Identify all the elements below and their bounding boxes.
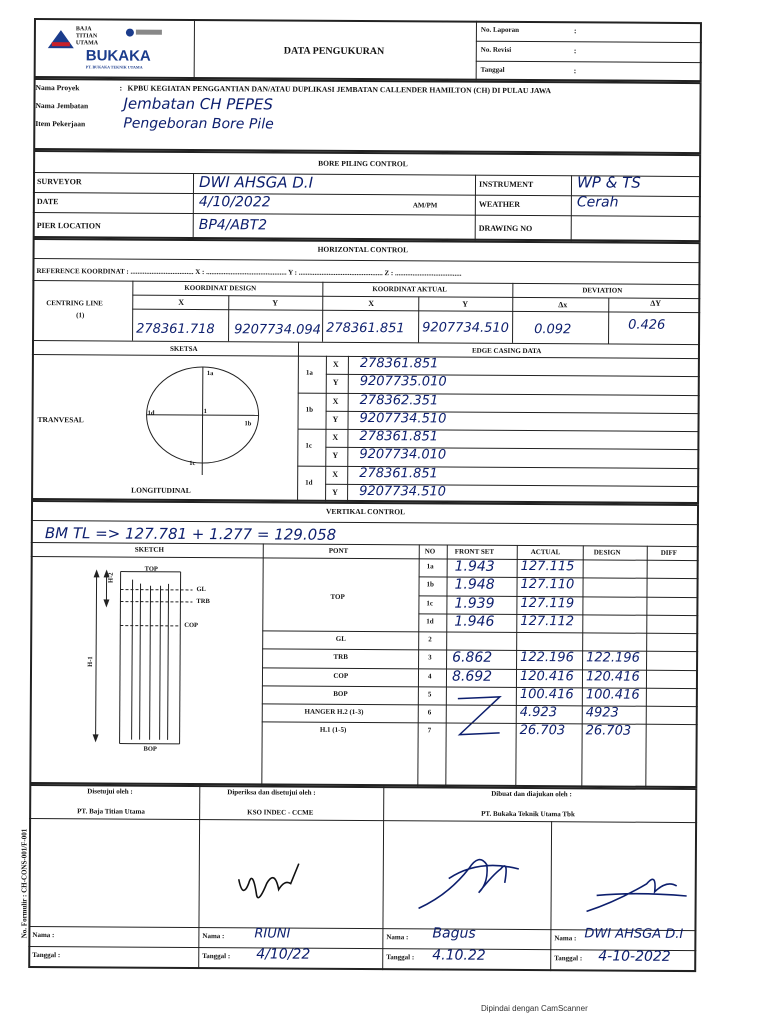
vertical-actual: 120.416 xyxy=(519,668,574,684)
diff-header: DIFF xyxy=(660,548,678,557)
nama-jembatan-label: Nama Jembatan xyxy=(35,101,89,111)
drawing-label: DRAWING NO xyxy=(478,223,533,234)
edge-casing-value: 278361.851 xyxy=(359,355,439,372)
aktual-x-value: 278361.851 xyxy=(326,320,405,337)
surveyor-label: SURVEYOR xyxy=(36,177,82,187)
edge-axis-label: X xyxy=(332,396,339,406)
vertical-row-no: 1b xyxy=(426,580,434,589)
scanner-footer: Dipindai dengan CamScanner xyxy=(481,1004,588,1013)
edge-point-label: 1c xyxy=(305,441,313,450)
weather-value: Cerah xyxy=(576,194,619,211)
vertical-row-no: 7 xyxy=(427,726,432,735)
vertical-front-set: 1.943 xyxy=(454,558,495,575)
horizontal-title: HORIZONTAL CONTROL xyxy=(317,244,409,255)
nama-jembatan-value: Jembatan CH PEPES xyxy=(123,94,273,114)
instrument-value: WP & TS xyxy=(576,173,641,192)
top-group-label: TOP xyxy=(330,592,345,601)
design-header: DESIGN xyxy=(593,548,621,557)
partner-logos-icon xyxy=(124,27,164,41)
edge-casing-value: 278361.851 xyxy=(359,465,438,481)
bore-piling-title: BORE PILING CONTROL xyxy=(318,158,408,169)
vertical-actual: 26.703 xyxy=(519,723,566,739)
reference-koordinat: REFERENCE KOORDINAT : .................................... X : .............................................. Y : ................................................ Z : ...................................... xyxy=(36,267,462,278)
vertical-front-set: 1.946 xyxy=(454,613,495,630)
baja-titian-logo-icon xyxy=(46,28,76,54)
bm-line: BM TL => 127.781 + 1.277 = 129.058 xyxy=(44,524,337,544)
signature-bukaka-1 xyxy=(409,838,529,919)
pt-baja-label: PT. Baja Titian Utama xyxy=(77,807,145,816)
col3a-tanggal-label: Tanggal : xyxy=(386,953,415,962)
pier-label: PIER LOCATION xyxy=(36,221,101,231)
actual-header: ACTUAL xyxy=(530,548,561,557)
vertical-row-no: 1a xyxy=(426,562,434,571)
col3a-tanggal-value: 4.10.22 xyxy=(432,947,486,964)
vertical-row-no: 5 xyxy=(427,690,432,699)
surveyor-value: DWI AHSGA D.I xyxy=(198,173,314,192)
vertical-actual: 127.110 xyxy=(520,577,575,593)
disetujui-label: Disetujui oleh : xyxy=(87,787,133,796)
edge-casing-value: 9207734.510 xyxy=(359,483,447,500)
vertical-actual: 4.923 xyxy=(519,704,558,721)
col3a-nama-value: Bagus xyxy=(432,925,476,942)
company-logo xyxy=(42,22,190,75)
z-mark xyxy=(450,693,510,743)
vertical-design: 4923 xyxy=(585,705,619,721)
logo-line1: BAJA xyxy=(75,26,92,33)
col3b-tanggal-value: 4-10-2022 xyxy=(598,948,671,965)
col1-nama-label: Nama : xyxy=(32,931,55,940)
edge-axis-label: Y xyxy=(332,414,339,424)
vertical-design: 122.196 xyxy=(586,650,640,666)
dx-value: 0.092 xyxy=(534,322,572,338)
edge-point-label: 1b xyxy=(305,405,314,414)
date-label: DATE xyxy=(36,197,59,207)
vertical-row-pont: GL xyxy=(335,634,346,643)
edge-casing-header: EDGE CASING DATA xyxy=(471,346,542,356)
nama-proyek-label: Nama Proyek xyxy=(35,83,80,93)
form-title: DATA PENGUKURAN xyxy=(283,45,385,58)
vertical-actual: 127.112 xyxy=(520,613,575,630)
col3b-nama-label: Nama : xyxy=(554,934,577,943)
kso-label: KSO INDEC - CCME xyxy=(247,808,314,817)
koordinat-design-header: KOORDINAT DESIGN xyxy=(184,283,257,293)
pile-elevation-sketch xyxy=(80,563,231,754)
vertical-front-set: 6.862 xyxy=(452,649,493,667)
vertical-row-no: 1c xyxy=(426,598,434,607)
vertical-row-no: 4 xyxy=(427,671,432,680)
aktual-y-value: 9207734.510 xyxy=(422,320,510,336)
edge-casing-value: 278362.351 xyxy=(359,392,439,408)
vertical-row-pont: BOP xyxy=(333,689,348,698)
edge-point-label: 1a xyxy=(305,368,313,377)
edge-axis-label: X xyxy=(332,432,339,442)
sketsa-header: SKETSA xyxy=(169,344,198,354)
measurement-form: BAJA TITIAN UTAMA BUKAKA PT. BUKAKA TEKNIK UTAMA DATA PENGUKURAN No. Laporan : No. Revisi : Tanggal : Nama Proyek : KPBU KEGIATAN PENGGANTIAN DAN/ATAU DUPLIKASI JEMBATAN CALLENDER HAMILTON (CH) DI PULAU JAWA Nama Jembatan Jembatan CH PEPES Item Pekerjaan Pengeboran Bore Pile BORE PILING CONTROL SURVEYOR DWI AHSGA D.I INSTRUMENT WP & TS DATE 4/10/2022 AM/PM WEATHER Cerah PIER LOCATION BP4/ABT2 DRAWING NO HORIZONTAL CONTROL REFERENCE KOORDINAT : .................................... X : .............................................. Y : ................................................ Z : ...................................... KOORDINAT DESIGN KOORDINAT AKTUAL DEVIATION CENTRING LINE (1) X Y X Y Δx ΔY 278361.718 9207734.094 278361.851 9207734.510 0.092 0.426 SKETSA EDGE CASING DATA TRANVESAL LONGITUDINAL 1a 1b 1c 1d 1 VERTIKAL CONTROL BM TL => 127.781 + 1.277 = 129.058 SKETCH PONT NO FRONT SET ACTUAL DESIGN DIFF TOP GL TRB COP BOP H-1 H-2 TOP Disetujui oleh : PT. Baja Titian Utama Diperiksa dan disetujui oleh : KSO INDEC - CCME Dibuat dan diajukan oleh : PT. Bukaka Teknik Utama Tbk Nama : Tanggal : Nama : RIUNI Tanggal : 4/10/22 Nama : Bagus Tanggal : 4.10.22 Nama : DWI AHSGA D.I Tanggal : 4-10-2022 X 278361.851 Y 9207735.010 1a X 278362.351 Y 9207734.510 1b X 278361.851 Y 9207734.010 1c X 278361.851 Y 9207734.510 1d 1a 1.943 127.115 1b 1.948 127.110 1c 1.939 127.119 1d 1.946 127.112 GL 2 TRB 3 6.862 122.196 122.196 COP 4 8.692 120.416 120.416 BOP 5 100.416 100.416 HANGER H.2 (1-3) 6 4.923 4923 H.1 (1-5) 7 26.703 26.703 xyxy=(28,18,702,972)
edge-casing-value: 9207735.010 xyxy=(359,374,447,390)
edge-casing-value: 9207734.510 xyxy=(359,410,447,427)
vertical-front-set: 1.948 xyxy=(454,576,495,594)
col3b-nama-value: DWI AHSGA D.I xyxy=(584,926,684,942)
instrument-label: INSTRUMENT xyxy=(478,179,534,190)
col3a-nama-label: Nama : xyxy=(386,933,409,942)
col2-tanggal-value: 4/10/22 xyxy=(256,946,311,963)
edge-casing-value: 278361.851 xyxy=(359,428,439,445)
pier-value: BP4/ABT2 xyxy=(198,217,268,234)
vertical-front-set: 8.692 xyxy=(451,668,493,685)
centring-line-label: CENTRING LINE xyxy=(46,299,103,308)
vertical-actual: 100.416 xyxy=(519,686,574,703)
vertical-design: 26.703 xyxy=(585,723,632,739)
edge-casing-value: 9207734.010 xyxy=(359,447,447,463)
dy-value: 0.426 xyxy=(628,317,666,333)
ampm-label: AM/PM xyxy=(412,201,438,210)
tranvesal-label: TRANVESAL xyxy=(37,415,84,425)
signature-kso xyxy=(228,849,308,919)
vertical-front-set: 1.939 xyxy=(454,595,495,612)
item-pekerjaan-value: Pengeboran Bore Pile xyxy=(123,115,274,133)
col2-tanggal-label: Tanggal : xyxy=(202,952,231,961)
col2-nama-label: Nama : xyxy=(202,932,225,941)
vertical-design: 100.416 xyxy=(585,687,640,703)
vertical-row-no: 3 xyxy=(428,653,432,662)
no-revisi-label: No. Revisi xyxy=(480,45,512,54)
no-header: NO xyxy=(424,547,436,556)
vertical-actual: 122.196 xyxy=(520,650,574,666)
logo-line3: UTAMA xyxy=(75,40,99,47)
diperiksa-label: Diperiksa dan disetujui oleh : xyxy=(227,788,316,797)
vertical-row-pont: COP xyxy=(333,671,349,680)
item-pekerjaan-label: Item Pekerjaan xyxy=(35,119,86,129)
vertical-row-no: 1d xyxy=(426,617,434,626)
edge-axis-label: Y xyxy=(332,487,338,497)
vertical-row-no: 6 xyxy=(427,708,432,717)
logo-line2: TITIAN xyxy=(75,33,98,40)
koordinat-aktual-header: KOORDINAT AKTUAL xyxy=(372,285,447,294)
weather-label: WEATHER xyxy=(478,199,521,209)
signature-bukaka-2 xyxy=(576,861,696,922)
logo-brand: BUKAKA xyxy=(85,47,151,65)
vertical-actual: 127.115 xyxy=(520,558,575,575)
form-number-side: No. Formulir : CH-CONS-001/F-001 xyxy=(20,828,29,939)
front-set-header: FRONT SET xyxy=(454,547,495,556)
no-laporan-label: No. Laporan xyxy=(480,25,520,34)
pt-bukaka-label: PT. Bukaka Teknik Utama Tbk xyxy=(481,809,575,819)
design-x-value: 278361.718 xyxy=(136,321,215,338)
dibuat-label: Dibuat dan diajukan oleh : xyxy=(491,789,572,799)
vertical-design: 120.416 xyxy=(585,668,640,685)
pont-header: PONT xyxy=(328,546,349,555)
col3b-tanggal-label: Tanggal : xyxy=(554,954,583,963)
vertical-row-no: 2 xyxy=(428,635,432,644)
vertical-title: VERTIKAL CONTROL xyxy=(325,506,406,517)
logo-sub: PT. BUKAKA TEKNIK UTAMA xyxy=(85,64,143,70)
tanggal-label: Tanggal xyxy=(480,65,505,74)
centring-line-no: (1) xyxy=(76,311,85,320)
edge-axis-label: Y xyxy=(332,451,339,461)
vertical-row-pont: TRB xyxy=(333,653,348,662)
nama-proyek-value: KPBU KEGIATAN PENGGANTIAN DAN/ATAU DUPLIKASI JEMBATAN CALLENDER HAMILTON (CH) DI PULAU JAWA xyxy=(127,83,551,96)
col1-tanggal-label: Tanggal : xyxy=(32,951,61,960)
edge-axis-label: Y xyxy=(332,378,339,388)
edge-axis-label: X xyxy=(332,359,339,369)
col2-nama-value: RIUNI xyxy=(254,926,291,942)
vertical-row-pont: HANGER H.2 (1-3) xyxy=(304,707,364,717)
deviation-header: DEVIATION xyxy=(582,286,623,295)
sketch-header: SKETCH xyxy=(134,545,164,554)
vertical-row-pont: H.1 (1-5) xyxy=(319,726,347,735)
design-y-value: 9207734.094 xyxy=(234,322,321,338)
date-value: 4/10/2022 xyxy=(198,194,271,211)
edge-point-label: 1d xyxy=(305,478,313,487)
edge-axis-label: X xyxy=(332,469,339,479)
longitudinal-label: LONGITUDINAL xyxy=(131,485,191,495)
vertical-actual: 127.119 xyxy=(520,595,575,611)
